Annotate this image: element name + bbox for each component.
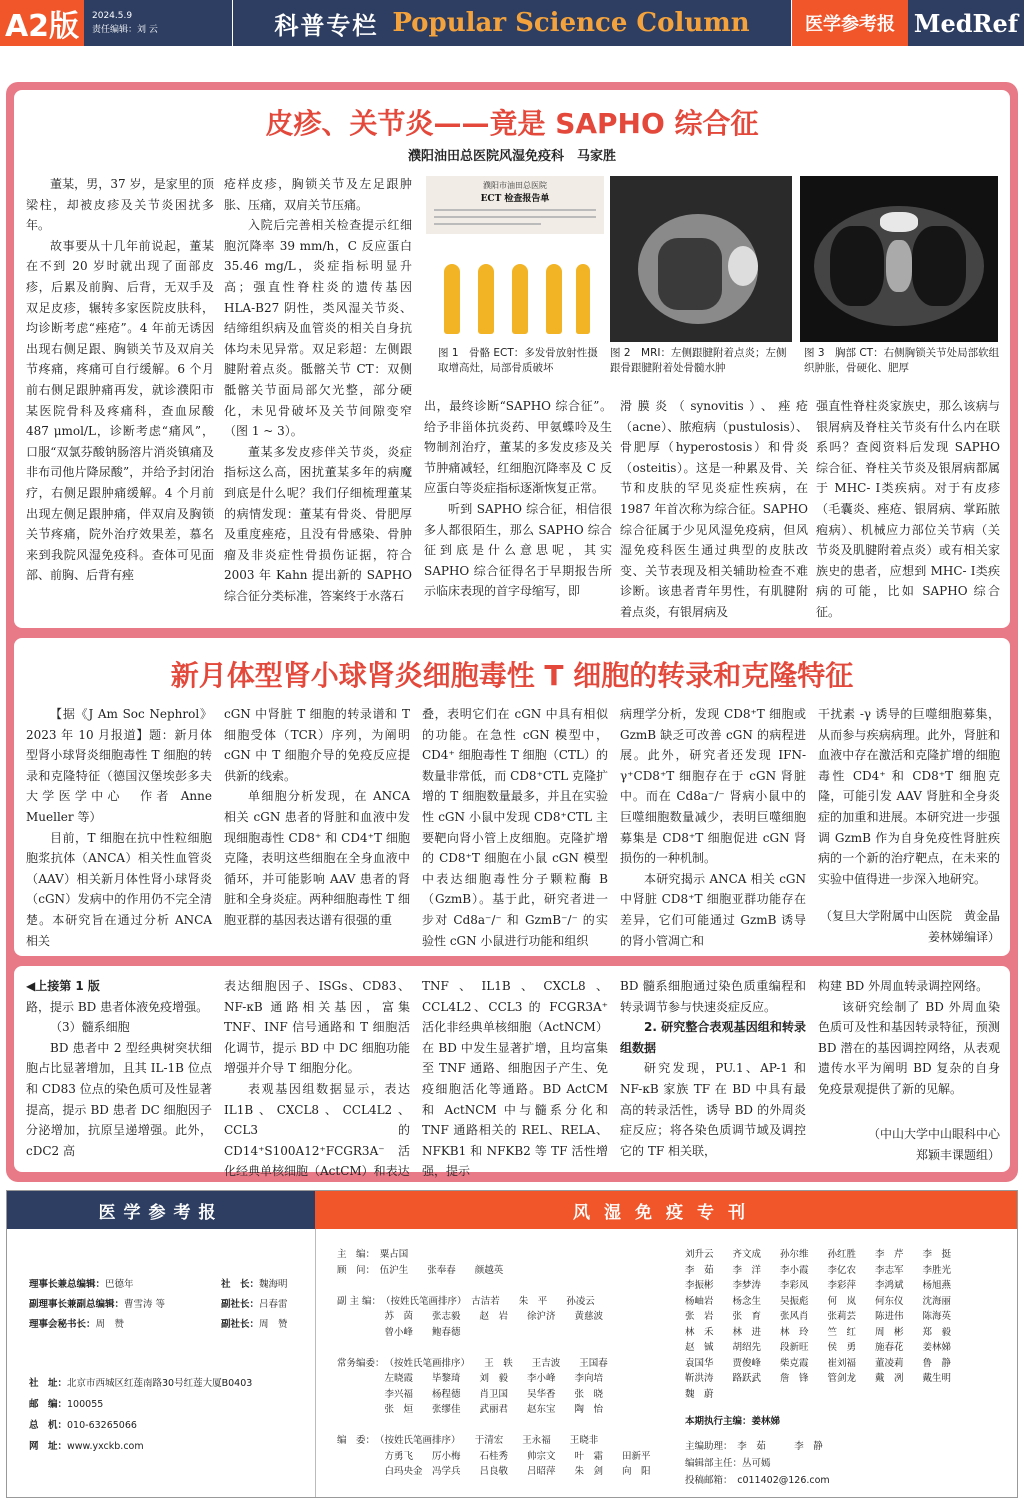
masthead <box>6 1190 1018 1498</box>
figure-2-caption: 图 2 MRI：左侧跟腱附着点炎；左侧跟骨跟腱附着处骨髓水肿 <box>610 347 787 374</box>
article-column-3: 出，最终诊断“SAPHO 综合征”。给予非甾体抗炎药、甲氨蝶呤及生物制剂治疗，董某的多发皮疹及关节肿痛减轻，红细胞沉降率及 C 反应蛋白等炎症指标逐渐恢复正常。 听到 SAPHO 综合征，相信很多人都很陌生，那么 SAPHO 综合征到底是什么意思呢，其实 SAPHO 综合征得名于早期报告所示临床表现的首字母缩写，即 <box>424 399 612 599</box>
page-header <box>0 0 1024 46</box>
article-sapho <box>14 90 1010 628</box>
article-cgn <box>14 638 1010 956</box>
article-column-2: 表达细胞因子、ISGs、CD83、NF-κB 通路相关基因，富集 TNF、INF 信号通路和 T 细胞活化调节，提示 BD 中 DC 细胞功能增强并介导 T 细胞分化。 表观基因组数据显示，表达 IL1B、CXCL8、CCL4L2、CCL3 的 CD14⁺S100A12⁺FCGR3A⁻ 活化经典单核细胞（ActCM）和表达 <box>224 979 410 1179</box>
article-credit: （中山大学中山眼科中心 郑颖丰课题组） <box>867 1127 1000 1162</box>
article-column-1: 董某，男，37 岁，是家里的顶梁柱，却被皮疹及关节炎困扰多年。 故事要从十几年前说起，董某在不到 20 岁时就出现了面部皮疹，后累及前胸、后背，无双手及双足皮疹，辗转多家医院皮肤科，均诊断考虑“痤疮”。4 年前无诱因出现右侧足跟、胸锁关节及双肩关节疼痛，疼痛可自行缓解。6 个月前右侧足跟肿痛再发，就诊濮阳市某医院骨科及疼痛科，查血尿酸 487 μmol/L，诊断考虑“痛风”，口服“双氯芬酸钠肠溶片消炎镇痛及非布司他片降尿酸”，并给予封闭治疗，右侧足跟肿痛缓解。4 个月前出现左侧足跟肿痛，伴双肩及胸锁关节疼痛，院外治疗效果差，慕名来到我院风湿免疫科。查体可见面部、前胸、后背有痤 <box>26 177 214 583</box>
masthead-staff: 理事长兼总编辑：巴德年 副理事长兼副总编辑：曹雪涛 等 理事会秘书长：周 赞 <box>29 1279 166 1330</box>
edition-badge: A2版 <box>0 0 84 46</box>
column-title-cn: 科普专栏 <box>274 10 379 40</box>
article-column-5: 强直性脊柱炎家族史，那么该病与银屑病及脊柱关节炎有什么内在联系吗？查阅资料后发现 SAPHO 综合征、脊柱关节炎及银屑病都属于 MHC- Ⅰ类疾病。对于有皮疹（毛囊炎、痤疮、银屑病、掌跖脓疱病）、机械应力部位关节病（关节炎及肌腱附着点炎）或有相关家族史的患者，应想到 MHC- Ⅰ类疾病的可能，比如 SAPHO 综合征。 <box>816 399 1000 619</box>
article-credit: （复旦大学附属中山医院 黄金晶 姜林娣编译） <box>819 909 1000 944</box>
article-column-5: 干扰素 -γ 诱导的巨噬细胞募集，从而参与疾病病理。此外，肾脏和血液中存在激活和克隆扩增的细胞毒性 CD4⁺ 和 CD8⁺T 细胞克隆，可能引发 AAV 肾脏和全身炎症的加重和进展。本研究进一步强调 GzmB 作为自身免疫性肾脏疾病的一个新的治疗靶点，在未来的实验中值得进一步深入地研究。 <box>818 707 1000 886</box>
responsible-editor: 责任编辑：刘 云 <box>92 25 158 35</box>
article-column-5: 构建 BD 外周血转录调控网络。 该研究绘制了 BD 外周血染色质可及性和基因转录特征，预测 BD 潜在的基因调控网络，从表观遗传水平为阐明 BD 复杂的自身免疫景观提供了新的见解。 <box>818 979 1000 1096</box>
figure-2-mri <box>610 176 792 342</box>
figure-3-ct <box>800 176 998 342</box>
column-title <box>232 0 792 46</box>
masthead-staff-2: 社 长：魏海明 副社长：吕春雷 副社长：周 赞 <box>221 1279 288 1330</box>
masthead-contact: 社 址：北京市西城区红莲南路30号红莲大厦B0403 邮 编：100055 总 机：010-63265066 网 址：www.yxckb.com <box>29 1378 253 1452</box>
continued-marker: ◀上接第 1 版 <box>26 979 100 993</box>
editorial-board: 主 编： 粟占国 顾 问： 伍沪生 张奉春 颜越英 副 主 编： （按姓氏笔画排序） 古洁若 朱 平 孙凌云 苏 茵 张志毅 赵 岩 徐沪济 黄慈波 曾小峰 鲍春德 常务编委： （按姓氏笔画排序） 王 轶 王吉波 王国春 左晓霞 毕黎琦 刘 毅 李小峰 李向培 李兴福 杨程德 肖卫国 吴华香 张 晓 张 烜 张缪佳 武丽君 赵东宝 陶 怡 编 委： （按姓氏笔画排序） 于清宏 王永福 王晓非 方勇飞 厉小梅 石桂秀 帅宗文 叶 霜 田新平 白玛央金 冯学兵 吕良敬 吕昭萍 朱 剑 向 阳 <box>337 1249 651 1477</box>
article-title: 新月体型肾小球肾炎细胞毒性 T 细胞的转录和克隆特征 <box>170 659 854 692</box>
figure-1-ect <box>426 176 604 342</box>
article-column-3: TNF、IL1B、CXCL8、CCL4L2、CCL3 的 FCGR3A⁺ 活化非经典单核细胞（ActNCM）在 BD 中发生显著扩增，且均富集至 TNF 通路、细胞因子产生、免疫细胞活化等通路。BD ActCM 和 ActNCM 中与髓系分化和 TNF 通路相关的 REL、RELA、NFKB1 和 NFKB2 等 TF 活性增强，提示 <box>422 979 608 1179</box>
article-column-2: 疮样皮疹，胸锁关节及左足跟肿胀、压痛，双肩关节压痛。 入院后完善相关检查提示红细胞沉降率 39 mm/h，C 反应蛋白 35.46 mg/L，炎症指标明显升高；强直性脊柱炎的遗传基因 HLA-B27 阴性，类风湿关节炎、结缔组织病及血管炎的相关自身抗体均未见异常。双足彩超：左侧跟腱附着点炎。骶髂关节 CT：双侧骶髂关节面局部欠光整，部分硬化，未见骨破坏及关节间隙变窄（图 1 ~ 3）。 董某多发皮疹伴关节炎，炎症指标这么高，困扰董某多年的病魔到底是什么呢？我们仔细梳理董某的病情发现：董某有骨炎、骨肥厚及重度痤疮，且没有骨感染、骨肿瘤及非炎症性骨损伤证据，符合 2003 年 Kahn 提出新的 SAPHO 综合征分类标准，答案终于水落石 <box>224 177 412 603</box>
brand-en: MedRef <box>913 8 1019 38</box>
article-column-3: 叠，表明它们在 cGN 中具有相似的功能。在急性 cGN 模型中，CD4⁺ 细胞毒性 T 细胞（CTL）的数量非常低，而 CD8⁺CTL 克隆扩增的 T 细胞数量最多，并且在实验性 cGN 小鼠中发现 CD8⁺CTL 主要靶向肾小管上皮细胞。克隆扩增的 CD8⁺T 细胞在小鼠 cGN 模型中表达细胞毒性分子颗粒酶 B（GzmB）。基于此，研究者进一步对 Cd8a⁻/⁻ 和 GzmB⁻/⁻ 的实验性 cGN 小鼠进行功能和组织 <box>422 707 608 948</box>
brand-cn: 医学参考报 <box>792 0 908 46</box>
article-column-2: cGN 中肾脏 T 细胞的转录谱和 T 细胞受体（TCR）序列，为阐明 cGN 中 T 细胞介导的免疫反应提供新的线索。 单细胞分析发现，在 ANCA 相关 cGN 患者的肾脏和血液中发现细胞毒性 CD8⁺ 和 CD4⁺T 细胞克隆，表明这些细胞在全身血液中循环，并可能影响 AAV 患者的肾脏和全身炎症。两种细胞毒性 T 细胞亚群的基因表达谱有很强的重 <box>224 707 410 927</box>
masthead-special-title: 风湿免疫专刊 <box>315 1191 1017 1229</box>
editorial-board-members: 刘升云 齐文成 孙尔维 孙红胜 李 芹 李 挺 李 茹 李 洋 李小霞 李亿农 李志军 李胜光 李振彬 李梦涛 李彩凤 李彩萍 李鸿斌 杨旭燕 杨岫岩 杨念生 吴振彪 何 岚 何东仪 沈海丽 张 岩 张 育 张风肖 张莉芸 陈进伟 陈海英 林 禾 林 进 林 玲 竺 红 周 彬 郑 毅 赵 铖 胡绍先 段新旺 侯 勇 施春花 姜林娣 袁国华 贾俊峰 柴克霞 崔刘福 董凌莉 鲁 静 靳洪涛 路跃武 詹 锋 管剑龙 戴 冽 戴生明 魏 蔚 <box>685 1249 952 1400</box>
article-title: 皮疹、关节炎——竟是 SAPHO 综合征 <box>265 107 759 140</box>
article-column-4: 病理学分析，发现 CD8⁺T 细胞或 GzmB 缺乏可改善 cGN 的病程进展。此外，研究者还发现 IFN-γ⁺CD8⁺T 细胞存在于 cGN 肾脏中。而在 Cd8a⁻/⁻ 肾病小鼠中的巨噬细胞数量减少，表明巨噬细胞募集是 CD8⁺T 细胞促进 cGN 肾损伤的一种机制。 本研究揭示 ANCA 相关 cGN 中肾脏 CD8⁺T 细胞亚群功能存在差异，它们可能通过 GzmB 诱导的肾小管凋亡和 <box>620 707 806 948</box>
article-column-1: ◀上接第 1 版 路，提示 BD 患者体液免疫增强。 （3）髓系细胞 BD 患者中 2 型经典树突状细胞占比显著增加，且其 IL-1B 位点和 CD83 位点的染色质可及性显著提高，提示 BD 患者 DC 细胞因子分泌增加，抗原呈递增强。此外，cDC2 高 <box>26 976 212 1166</box>
masthead-newspaper-title: 医学参考报 <box>7 1191 315 1229</box>
edition-meta <box>92 9 232 37</box>
article-byline: 濮阳油田总医院风湿免疫科 马家胜 <box>407 149 616 164</box>
figure-1-caption: 图 1 骨骼 ECT：多发骨放射性摄取增高灶，局部骨质破坏 <box>438 347 598 374</box>
article-column-1: 【据《J Am Soc Nephrol》2023 年 10 月报道】题：新月体型肾小球肾炎细胞毒性 T 细胞的转录和克隆特征（德国汉堡埃彭多夫大学医学中心 作者 Anne Mueller 等） 目前，T 细胞在抗中性粒细胞胞浆抗体（ANCA）相关性血管炎（AAV）相关新月体性肾小球肾炎（cGN）发病中的作用仍不完全清楚。本研究旨在通过分析 ANCA 相关 <box>26 707 212 948</box>
article-bd <box>14 966 1010 1179</box>
editorial-contacts: 本期执行主编：姜林娣 主编助理： 李 茹 李 静 编辑部主任：丛可嫣 投稿邮箱： c011402@126.com <box>685 1416 830 1486</box>
article-column-4: 滑膜炎（synovitis）、痤疮（acne）、脓疱病（pustulosis）、骨肥厚（hyperostosis）和骨炎（osteitis）。这是一种累及骨、关节和皮肤的罕见炎症性疾病，在 1987 年首次称为综合征。SAPHO 综合征属于少见风湿免疫病，但风湿免疫科医生通过典型的皮肤改变、关节表现及相关辅助检查不难诊断。该患者青年男性，有肌腱附着点炎，有银屑病及 <box>620 399 808 619</box>
issue-date: 2024.5.9 <box>92 11 133 21</box>
column-title-en: Popular Science Column <box>392 8 750 38</box>
masthead-divider <box>315 1229 316 1497</box>
ect-report-header: 濮阳市油田总医院 ECT 检查报告单 <box>426 176 604 234</box>
figure-3-caption: 图 3 胸部 CT：右侧胸锁关节处局部软组织肿胀，骨硬化、肥厚 <box>804 347 1000 374</box>
article-column-4: BD 髓系细胞通过染色质重编程和转录调节参与快速炎症反应。 2. 研究整合表观基因组和转录组数据 研究发现，PU.1、AP-1 和 NF-κB 家族 TF 在 BD 中具有最高的转录活性，诱导 BD 的外周炎症反应；将各染色质调节域及调控它的 TF 相关联， <box>620 979 806 1158</box>
